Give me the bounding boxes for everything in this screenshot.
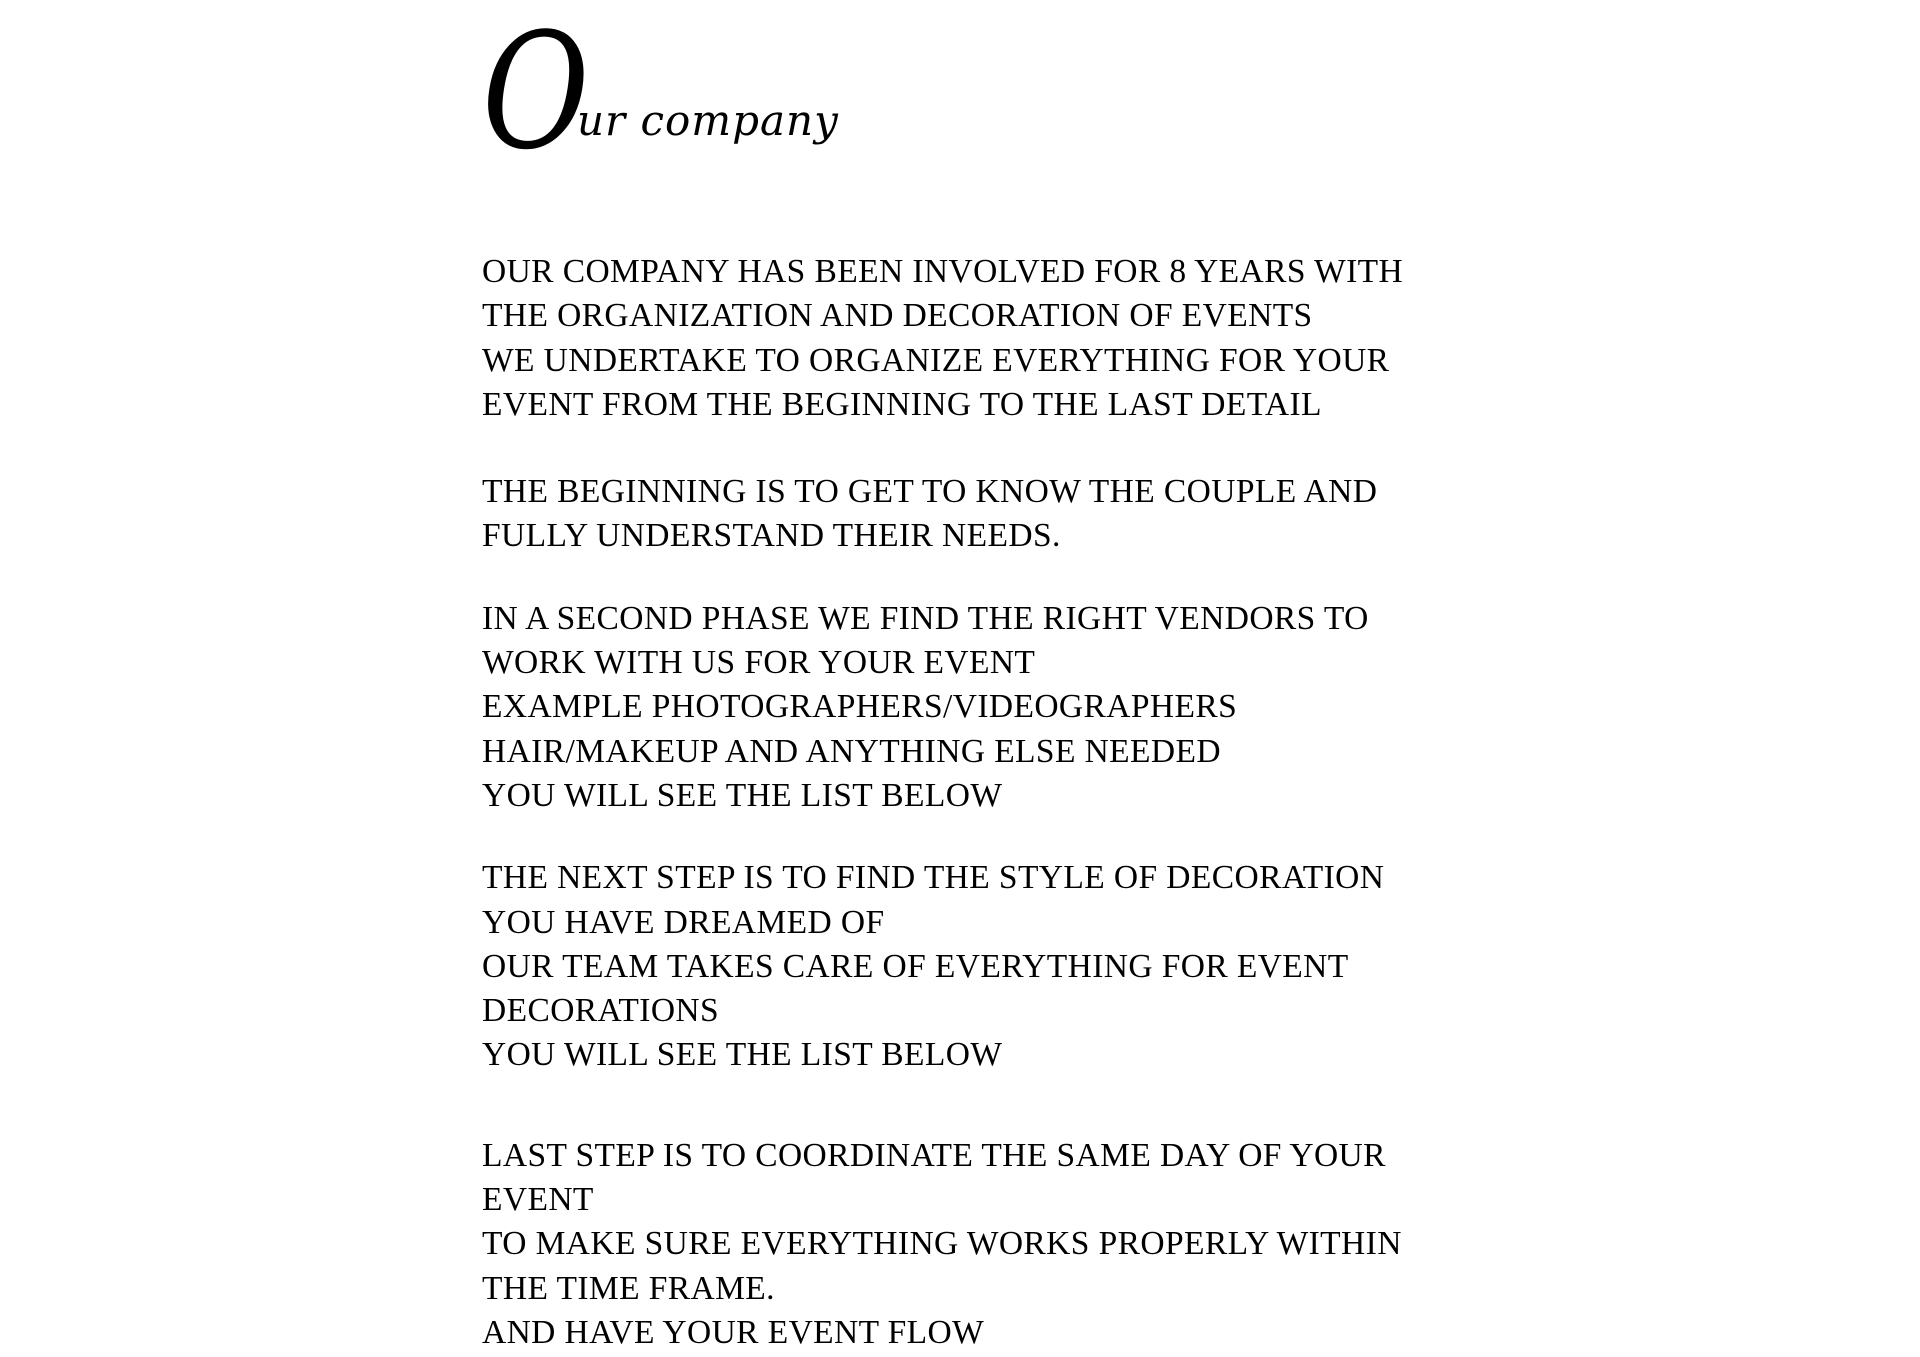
text-line: FULLY UNDERSTAND THEIR NEEDS. [482,517,1061,555]
title-rest: ur company [577,96,839,145]
title-initial: O [482,0,587,185]
text-line: TO MAKE SURE EVERYTHING WORKS PROPERLY WITHIN [482,1225,1402,1263]
text-line: IN A SECOND PHASE WE FIND THE RIGHT VENDORS TO [482,599,1369,637]
document-page [482,0,1482,1355]
text-line: LAST STEP IS TO COORDINATE THE SAME DAY OF YOUR [482,1136,1386,1174]
text-line: YOU WILL SEE THE LIST BELOW [482,1036,1003,1074]
text-line: AND HAVE YOUR EVENT FLOW [482,1313,985,1351]
paragraph-intro [482,250,1482,427]
paragraph-vendors [482,597,1482,818]
text-line: YOU HAVE DREAMED OF [482,903,885,941]
text-line: THE ORGANIZATION AND DECORATION OF EVENTS [482,297,1313,335]
paragraph-decoration [482,856,1482,1077]
text-line: HAIR/MAKEUP AND ANYTHING ELSE NEEDED [482,732,1221,770]
paragraph-beginning [482,470,1482,559]
text-line: THE NEXT STEP IS TO FIND THE STYLE OF DECORATION [482,859,1385,897]
text-line: OUR TEAM TAKES CARE OF EVERYTHING FOR EVENT [482,947,1349,985]
page-title [482,0,1482,185]
paragraph-coordination [482,1134,1482,1355]
text-line: EXAMPLE PHOTOGRAPHERS/VIDEOGRAPHERS [482,688,1238,726]
text-line: YOU WILL SEE THE LIST BELOW [482,776,1003,814]
text-line: EVENT [482,1181,594,1219]
text-line: DECORATIONS [482,992,720,1030]
document-body [482,250,1482,1355]
text-line: EVENT FROM THE BEGINNING TO THE LAST DETAIL [482,385,1322,423]
text-line: OUR COMPANY HAS BEEN INVOLVED FOR 8 YEARS WITH [482,253,1404,290]
text-line: THE TIME FRAME. [482,1269,775,1307]
text-line: WE UNDERTAKE TO ORGANIZE EVERYTHING FOR YOUR [482,341,1390,379]
text-line: WORK WITH US FOR YOUR EVENT [482,644,1036,682]
text-line: THE BEGINNING IS TO GET TO KNOW THE COUPLE AND [482,473,1378,511]
